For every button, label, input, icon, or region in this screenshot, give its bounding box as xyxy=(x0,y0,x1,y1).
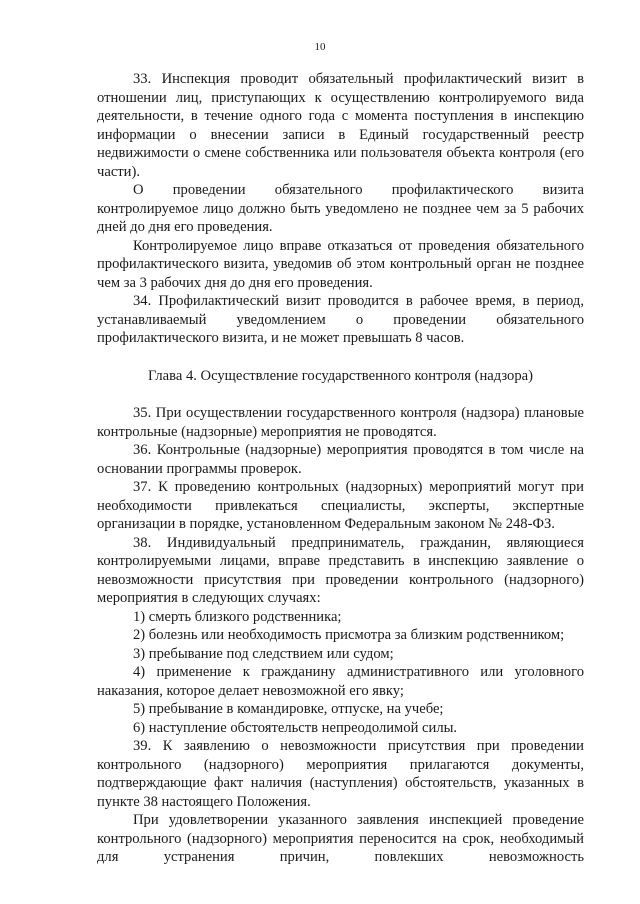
list-item: 1) смерть близкого родственника; xyxy=(133,608,342,625)
list-item: 4) применение к гражданину административного или уголовного наказания, которое делает невозможной его явку; xyxy=(97,664,584,699)
paragraph-38: 38. Индивидуальный предприниматель, гражданин, являющиеся контролируемыми лицами, вправе представить в инспекцию заявление о невозможности присутствия при проведении контрольного (надзорного) мероприятия в следующих случаях: xyxy=(97,534,584,606)
paragraph-33-refusal: Контролируемое лицо вправе отказаться от проведения обязательного профилактического визита, уведомив об этом контрольный орган не позднее чем за 3 рабочих дня до дня его проведения. xyxy=(97,237,584,291)
paragraph-33: 33. Инспекция проводит обязательный профилактический визит в отношении лиц, приступающих к осуществлению контролируемого вида деятельности, в течение одного года с момента поступления в инспекцию информации о внесении записи в Единый государственный реестр недвижимости о смене собственника или пользователя объекта контроля (его части). xyxy=(97,71,584,180)
document-body xyxy=(97,70,584,867)
list-item: 3) пребывание под следствием или судом; xyxy=(133,645,394,662)
list-item: 6) наступление обстоятельств непреодолимой силы. xyxy=(133,719,458,736)
page-number: 10 xyxy=(314,41,326,53)
paragraph-33-notice: О проведении обязательного профилактического визита контролируемое лицо должно быть уведомлено не позднее чем за 5 рабочих дней до дня его проведения. xyxy=(97,182,584,235)
paragraph-39-continuation: При удовлетворении указанного заявления инспекцией проведение контрольного (надзорного) мероприятия переносится на срок, необходимый для устранения причин, повлекших невозможность xyxy=(97,812,584,865)
list-item: 2) болезнь или необходимость присмотра за близким родственником; xyxy=(133,627,565,643)
paragraph-37: 37. К проведению контрольных (надзорных) мероприятий могут при необходимости привлекаться специалисты, эксперты, экспертные организации в порядке, установленном Федеральным законом № 248-ФЗ. xyxy=(97,479,584,532)
paragraph-34: 34. Профилактический визит проводится в рабочее время, в период, устанавливаемый уведомлением о проведении обязательного профилактического визита, и не может превышать 8 часов. xyxy=(97,293,584,346)
paragraph-39: 39. К заявлению о невозможности присутствия при проведении контрольного (надзорного) мероприятия прилагаются документы, подтверждающие факт наличия (наступления) обстоятельств, указанных в пункте 38 настоящего Положения. xyxy=(97,738,584,810)
paragraph-35: 35. При осуществлении государственного контроля (надзора) плановые контрольные (надзорные) мероприятия не проводятся. xyxy=(97,405,584,440)
chapter-heading: Глава 4. Осуществление государственного контроля (надзора) xyxy=(148,367,533,384)
paragraph-36: 36. Контрольные (надзорные) мероприятия проводятся в том числе на основании программы проверок. xyxy=(97,442,584,477)
list-item: 5) пребывание в командировке, отпуске, на учебе; xyxy=(133,701,444,717)
